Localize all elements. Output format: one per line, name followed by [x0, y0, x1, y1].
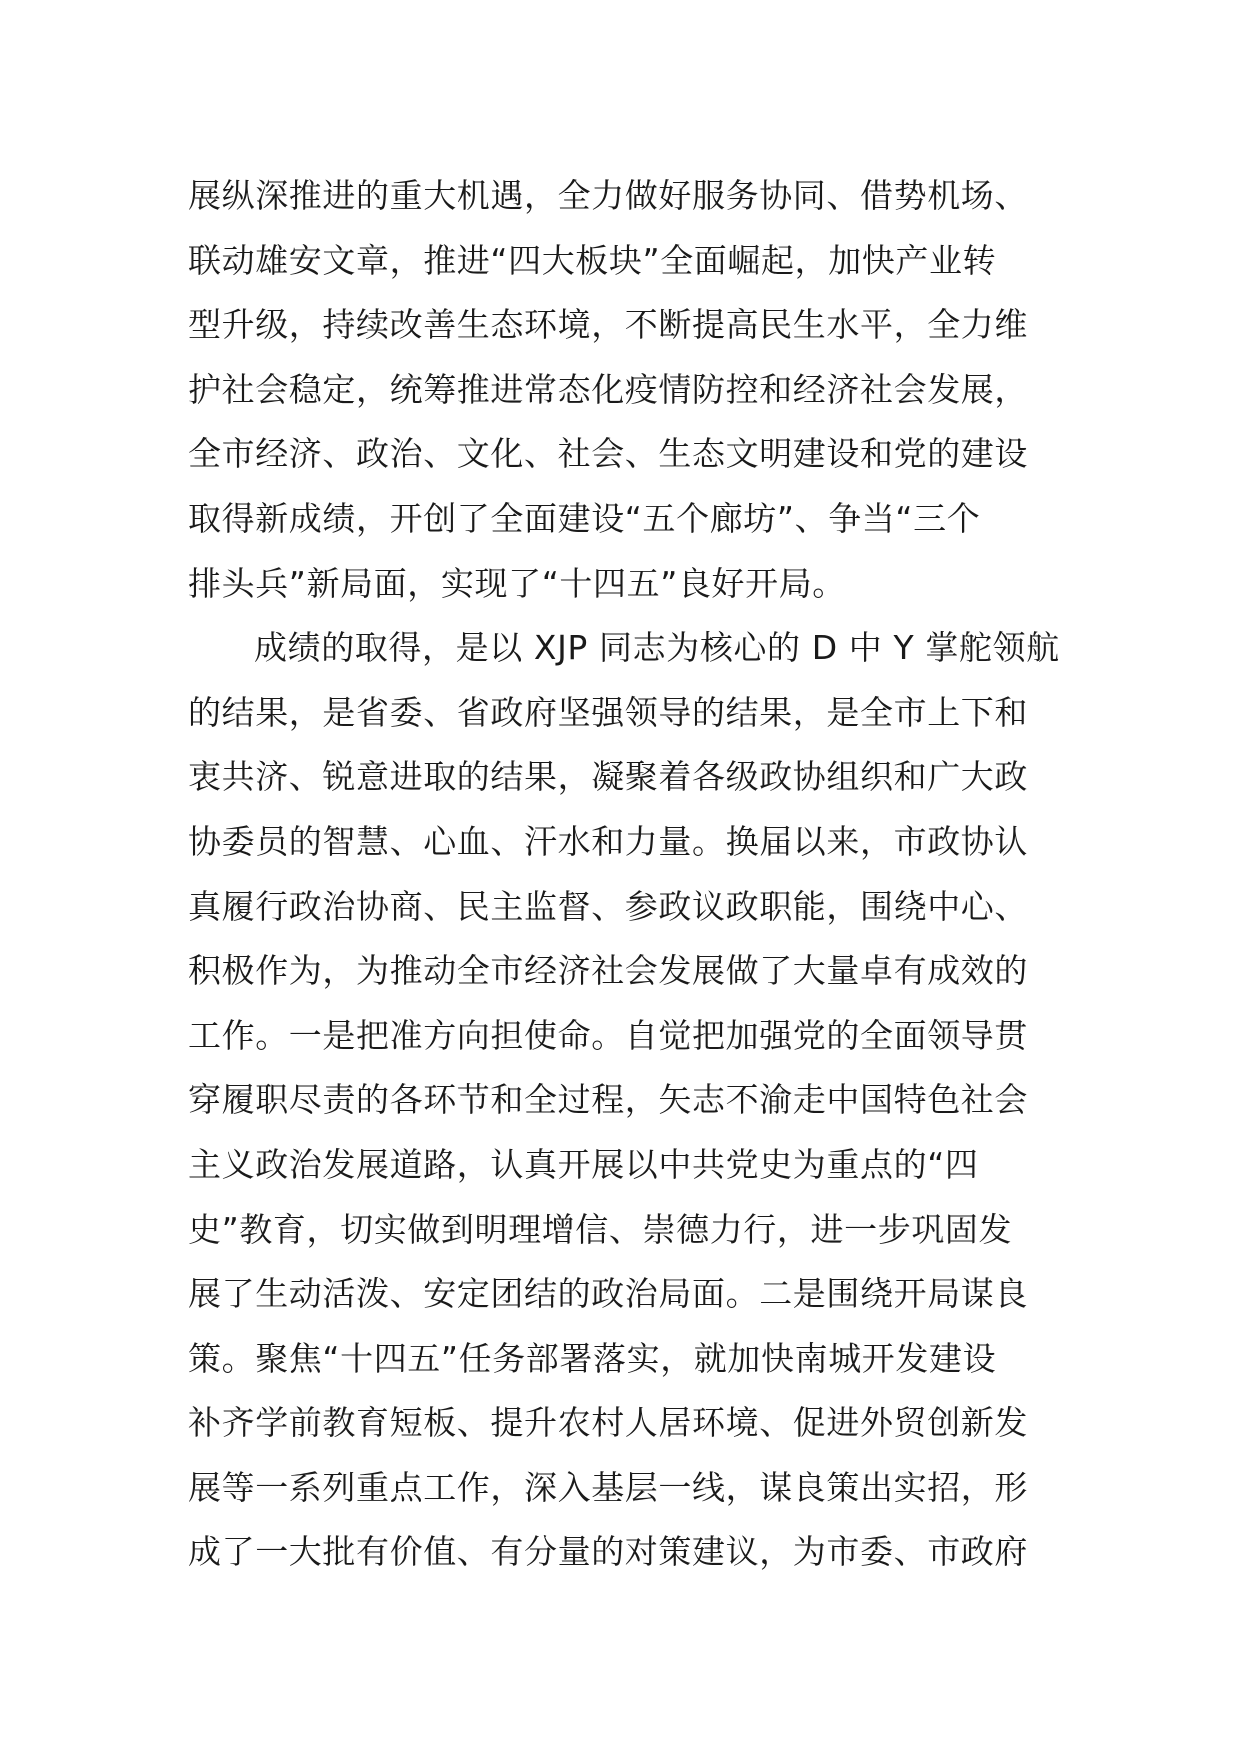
text-line: 补齐学前教育短板、提升农村人居环境、促进外贸创新发: [188, 1403, 1028, 1443]
text-line: 的结果，是省委、省政府坚强领导的结果，是全市上下和: [188, 692, 1028, 732]
text-line: 衷共济、锐意进取的结果，凝聚着各级政协组织和广大政: [188, 757, 1028, 797]
body-text: [188, 164, 1060, 1585]
text-line: 积极作为，为推动全市经济社会发展做了大量卓有成效的: [188, 951, 1028, 991]
text-line: 策。聚焦“十四五”任务部署落实，就加快南城开发建设: [188, 1338, 997, 1378]
text-line: 协委员的智慧、心血、汗水和力量。换届以来，市政协认: [188, 821, 1028, 861]
paragraph-start-line: 成绩的取得，是以 XJP 同志为核心的 D 中 Y 掌舵领航: [254, 628, 1060, 668]
text-line: 主义政治发展道路，认真开展以中共党史为重点的“四: [188, 1144, 979, 1184]
text-line: 真履行政治协商、民主监督、参政议政职能，围绕中心、: [188, 886, 1028, 926]
text-line: 展了生动活泼、安定团结的政治局面。二是围绕开局谋良: [188, 1274, 1028, 1314]
text-line: 联动雄安文章，推进“四大板块”全面崛起，加快产业转: [188, 240, 997, 280]
text-line: 史”教育，切实做到明理增信、崇德力行，进一步巩固发: [188, 1209, 1013, 1249]
text-line: 护社会稳定，统筹推进常态化疫情防控和经济社会发展，: [188, 369, 1028, 409]
text-line: 成了一大批有价值、有分量的对策建议，为市委、市政府: [188, 1532, 1028, 1572]
text-line: 全市经济、政治、文化、社会、生态文明建设和党的建设: [188, 434, 1028, 474]
text-line: 工作。一是把准方向担使命。自觉把加强党的全面领导贯: [188, 1015, 1028, 1055]
text-line: 展纵深推进的重大机遇，全力做好服务协同、借势机场、: [188, 176, 1028, 215]
text-line: 取得新成绩，开创了全面建设“五个廊坊”、争当“三个: [188, 498, 981, 538]
text-line: 穿履职尽责的各环节和全过程，矢志不渝走中国特色社会: [188, 1080, 1028, 1120]
text-line: 型升级，持续改善生态环境，不断提高民生水平，全力维: [188, 305, 1028, 345]
text-line: 排头兵”新局面，实现了“十四五”良好开局。: [188, 563, 846, 603]
text-line: 展等一系列重点工作，深入基层一线，谋良策出实招，形: [188, 1467, 1028, 1507]
